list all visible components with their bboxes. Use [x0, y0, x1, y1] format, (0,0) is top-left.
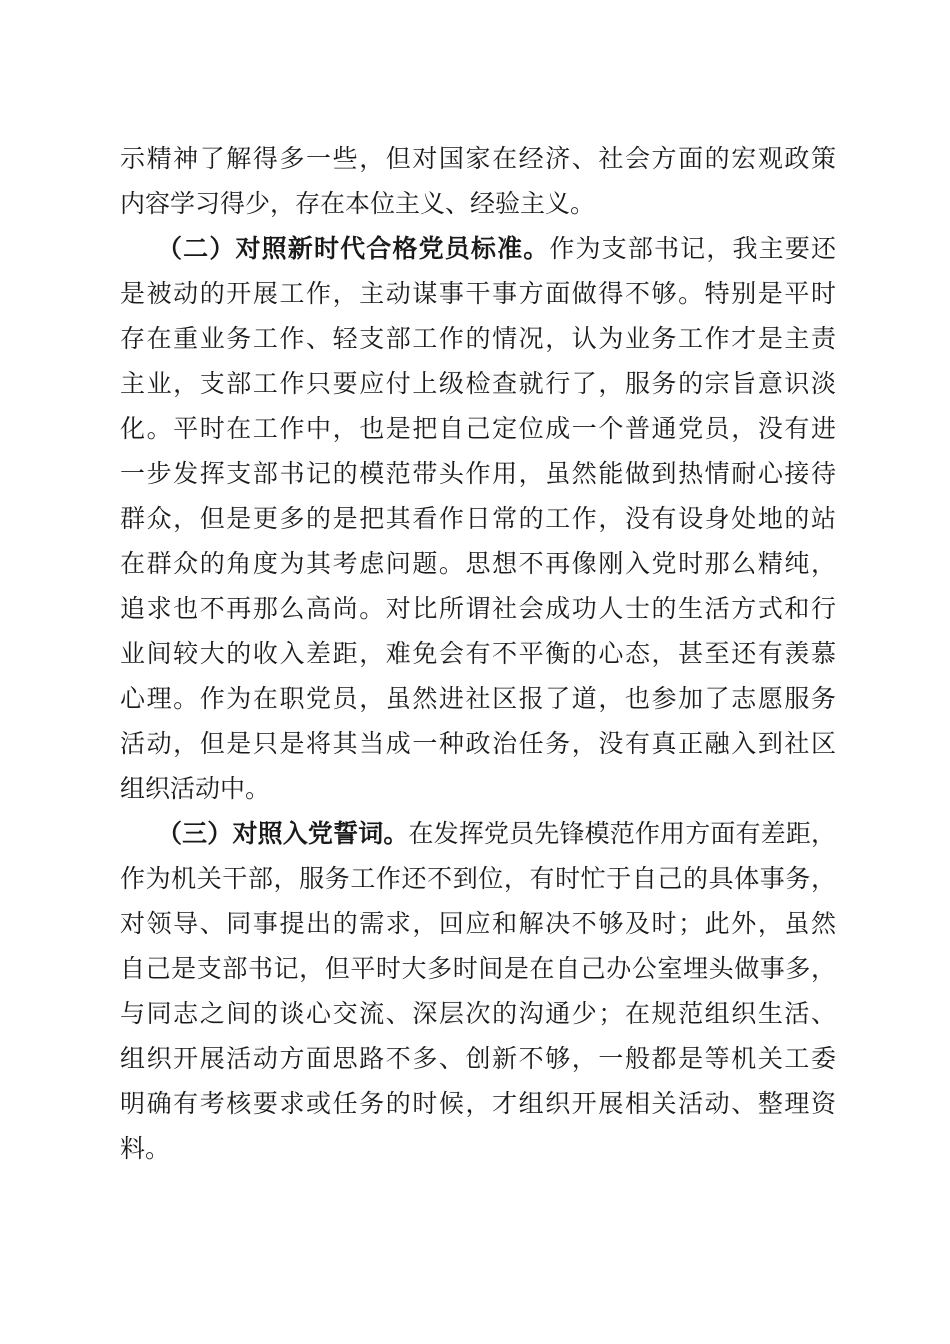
text-line: 内容学习得少，存在本位主义、经验主义。 [120, 189, 596, 218]
text-line: 化。平时在工作中，也是把自己定位成一个普通党员，没有进 [120, 414, 836, 443]
text-line: 作为机关干部，服务工作还不到位，有时忙于自己的具体事务， [120, 864, 836, 893]
text-line: 在群众的角度为其考虑问题。思想不再像刚入党时那么精纯， [120, 549, 836, 578]
text-line: 组织活动中。 [120, 774, 271, 803]
section-heading: （三）对照入党誓词。 [157, 819, 409, 848]
text-line: 存在重业务工作、轻支部工作的情况，认为业务工作才是主责 [120, 324, 836, 353]
text-line: 自己是支部书记，但平时大多时间是在自己办公室埋头做事多， [120, 954, 836, 983]
text-line: 活动，但是只是将其当成一种政治任务，没有真正融入到社区 [120, 729, 836, 758]
document-body [120, 136, 836, 1171]
paragraph-first-line [120, 226, 836, 271]
text-line: 是被动的开展工作，主动谋事干事方面做得不够。特别是平时 [120, 279, 836, 308]
text-line: 组织开展活动方面思路不多、创新不够，一般都是等机关工委 [120, 1044, 836, 1073]
text-span: 作为支部书记，我主要还 [549, 234, 836, 263]
text-line: 主业，支部工作只要应付上级检查就行了，服务的宗旨意识淡 [120, 369, 836, 398]
text-line: 一步发挥支部书记的模范带头作用，虽然能做到热情耐心接待 [120, 459, 836, 488]
text-line: 料。 [120, 1134, 171, 1163]
text-span: 在发挥党员先锋模范作用方面有差距， [408, 819, 836, 848]
text-line: 心理。作为在职党员，虽然进社区报了道，也参加了志愿服务 [120, 684, 836, 713]
text-line: 对领导、同事提出的需求，回应和解决不够及时；此外，虽然 [120, 909, 836, 938]
text-line: 示精神了解得多一些，但对国家在经济、社会方面的宏观政策 [120, 144, 836, 173]
text-line: 追求也不再那么高尚。对比所谓社会成功人士的生活方式和行 [120, 594, 836, 623]
text-line: 与同志之间的谈心交流、深层次的沟通少；在规范组织生活、 [120, 999, 836, 1028]
text-line: 业间较大的收入差距，难免会有不平衡的心态，甚至还有羡慕 [120, 639, 836, 668]
paragraph-first-line [120, 811, 836, 856]
text-line: 明确有考核要求或任务的时候，才组织开展相关活动、整理资 [120, 1089, 836, 1118]
section-heading: （二）对照新时代合格党员标准。 [157, 234, 550, 263]
text-line: 群众，但是更多的是把其看作日常的工作，没有设身处地的站 [120, 504, 836, 533]
